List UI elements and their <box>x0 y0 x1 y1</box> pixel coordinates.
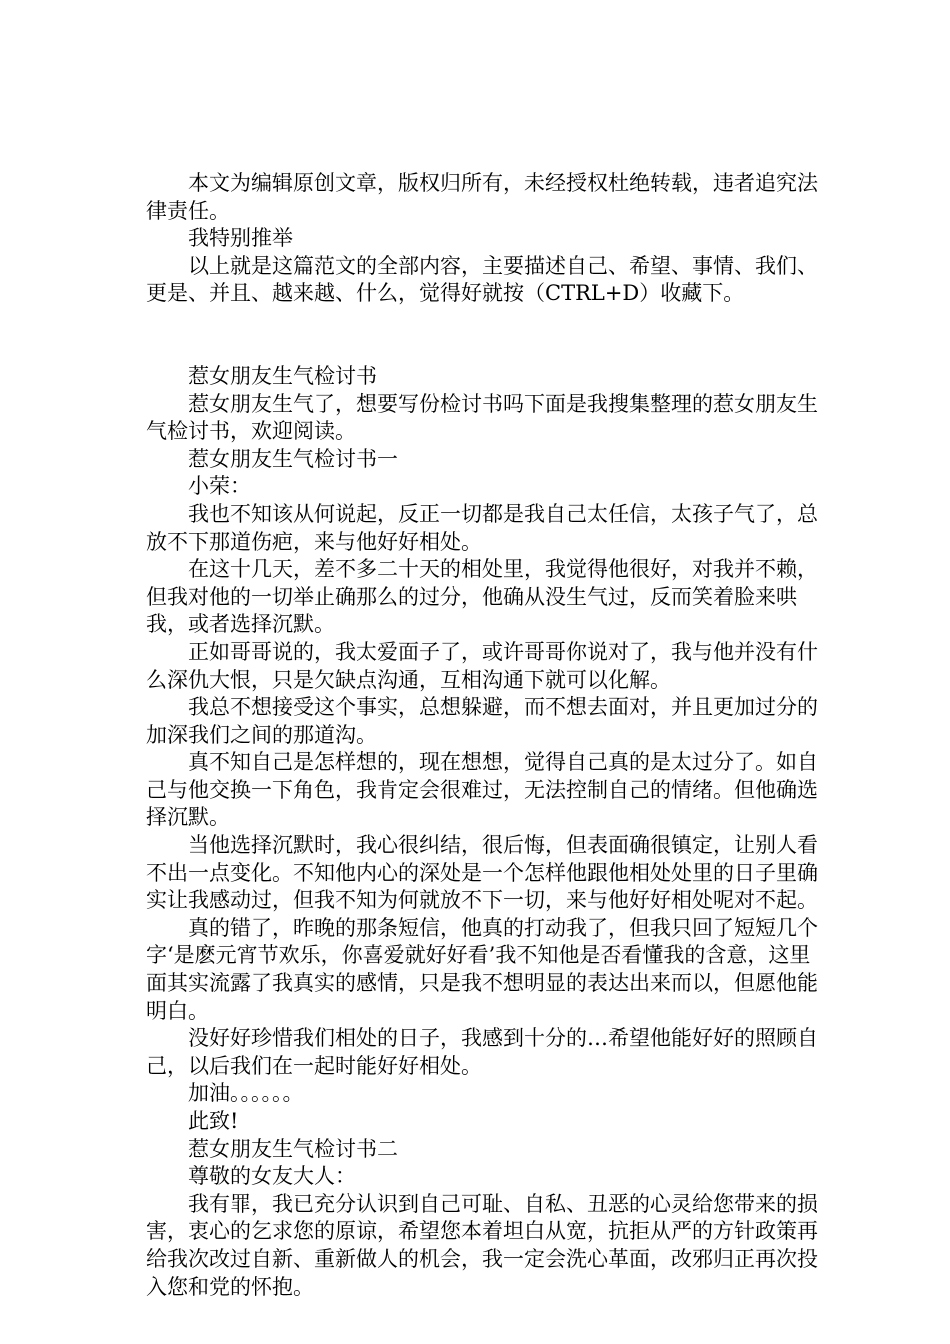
letter-one-paragraph: 当他选择沉默时，我心很纠结，很后悔，但表面确很镇定，让别人看不出一点变化。不知他内心的深处是一个怎样他跟他相处处里的日子里确实让我感动过，但我不知为何就放不下一切，来与他好好相处呢对不起。 <box>146 833 818 913</box>
letter-one-paragraph: 真不知自己是怎样想的，现在想想，觉得自己真的是太过分了。如自己与他交换一下角色，我肯定会很难过，无法控制自己的情绪。但他确选择沉默。 <box>146 750 818 830</box>
letter-one-closing: 此致! <box>188 1109 239 1133</box>
letter-two-paragraph: 我有罪，我已充分认识到自己可耻、自私、丑恶的心灵给您带来的损害，衷心的乞求您的原谅，希望您本着坦白从宽，抗拒从严的方针政策再给我次改过自新、重新做人的机会，我一定会洗心革面，改邪归正再次投入您和党的怀抱。 <box>146 1191 818 1299</box>
letter-one-paragraph: 真的错了，昨晚的那条短信，他真的打动我了，但我只回了短短几个字‘是麽元宵节欢乐，你喜爱就好好看’我不知他是否看懂我的含意，这里面其实流露了我真实的感情，只是我不想明显的表达出来而以，但愿他能明白。 <box>146 915 818 1023</box>
document-page <box>146 170 818 1301</box>
letter-one-paragraph: 在这十几天，差不多二十天的相处里，我觉得他很好，对我并不赖，但我对他的一切举止确那么的过分，他确从没生气过，反而笑着脸来哄我，或者选择沉默。 <box>146 557 818 637</box>
copyright-notice: 本文为编辑原创文章，版权归所有，未经授权杜绝转载，违者追究法律责任。 <box>146 171 818 223</box>
article-title: 惹女朋友生气检讨书 <box>188 363 377 388</box>
article-intro: 惹女朋友生气了，想要写份检讨书吗下面是我搜集整理的惹女朋友生气检讨书，欢迎阅读。 <box>146 391 818 444</box>
letter-two-salutation: 尊敬的女友大人： <box>188 1164 356 1189</box>
letter-one-paragraph: 我总不想接受这个事实，总想躲避，而不想去面对，并且更加过分的加深我们之间的那道沟。 <box>146 695 818 747</box>
letter-one-paragraph: 没好好珍惜我们相处的日子，我感到十分的…希望他能好好的照顾自己，以后我们在一起时能好好相处。 <box>146 1026 818 1078</box>
letter-one-paragraph: 我也不知该从何说起，反正一切都是我自己太任信，太孩子气了，总放不下那道伤疤，来与他好好相处。 <box>146 501 818 554</box>
letter-one-cheer: 加油。。。。。。 <box>188 1081 304 1106</box>
recommend-line: 我特别推举 <box>188 226 293 251</box>
letter-one-heading: 惹女朋友生气检讨书一 <box>188 446 398 471</box>
letter-one-salutation: 小荣： <box>188 474 251 499</box>
section-gap <box>146 308 818 363</box>
letter-one-paragraph: 正如哥哥说的，我太爱面子了，或许哥哥你说对了，我与他并没有什么深仇大恨，只是欠缺点沟通，互相沟通下就可以化解。 <box>146 639 818 692</box>
letter-two-heading: 惹女朋友生气检讨书二 <box>188 1136 398 1161</box>
summary-paragraph: 以上就是这篇范文的全部内容，主要描述自己、希望、事情、我们、更是、并且、越来越、什么，觉得好就按（CTRL+D）收藏下。 <box>146 253 818 306</box>
